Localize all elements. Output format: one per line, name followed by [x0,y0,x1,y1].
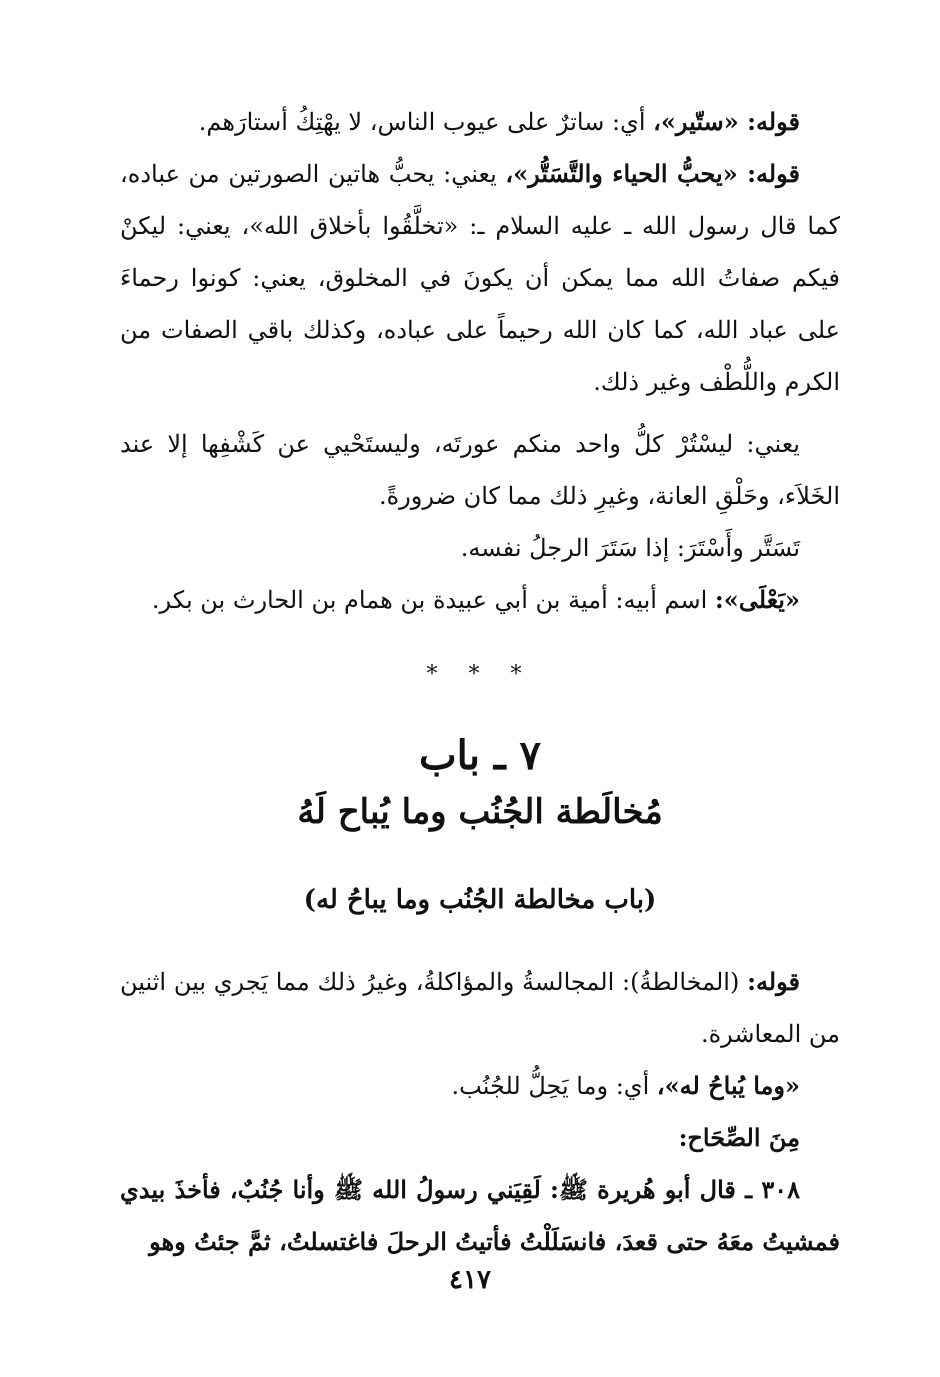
paragraph-text: اسم أبيه: أمية بن أبي عبيدة بن همام بن الحارث بن بكر. [151,586,715,614]
paragraph-text: أي: ساترٌ على عيوب الناس، لا يهْتِكُ أستارَهم. [198,108,654,136]
chapter-number: ٧ ـ باب [418,732,542,779]
lead-term: «يَعْلَى»: [714,585,800,614]
section-heading: (باب مخالطة الجُنُب وما يباحُ له) [303,885,657,915]
section-separator: * * * [426,662,534,687]
paragraph-text: أي: وما يَحِلُّ للجُنُب. [451,1072,657,1100]
paragraph-text: يعني: يحبُّ هاتين الصورتين من عباده، كما قال رسول الله ـ عليه السلام ـ: «تخلَّقُوا بأخلاق الله»، يعني: ليكنْ فيكم صفاتُ الله مما يمكن أن يكونَ في المخلوق، يعني: كونوا رحماءَ على عباد الله، كما كان الله رحيماً على عباده، وكذلك باقي الصفات من الكرم واللُّطْف وغير ذلك. [120,160,840,396]
paragraph-sattir [120,96,840,148]
paragraph-tasattur: تَسَتَّر وأَسْتَرَ: إذا سَتَرَ الرجلُ نفسه. [460,534,800,562]
lead-term: قوله: «يحبُّ الحياء والتَّسَتُّر»، [505,159,800,188]
chapter-title: مُخالَطة الجُنُب وما يُباح لَهُ [297,792,663,832]
lead-term: قوله: «ستّير»، [653,107,800,136]
lead-term: «وما يُباحُ له»، [656,1071,800,1100]
hadith-308: ٣٠٨ ـ قال أبو هُريرة ﷺ: لَقِيَني رسولُ الله ﷺ وأنا جُنُبٌ، فأخذَ بيدي فمشيتُ معَهُ حتى قعدَ، فانسَلَلْتُ فأتيتُ الرحلَ فاغتسلتُ، ثمَّ جئتُ وهو [120,1175,840,1256]
lead-term: قوله: [747,967,800,996]
paragraph-text: (المخالطةُ): المجالسةُ والمؤاكلةُ، وغيرُ ذلك مما يَجري بين اثنين من المعاشرة. [120,968,840,1048]
paragraph-mukhalata [120,956,840,1060]
paragraph-awra: يعني: ليسْتُرْ كلُّ واحد منكم عورتَه، وليستَحْيي عن كَشْفِها إلا عند الخَلاَء، وحَلْقِ العانة، وغيرِ ذلك مما كان ضرورةً. [120,430,840,510]
paragraph-yala [120,574,840,626]
paragraph-haya [120,148,840,408]
page-number: ٤١٧ [449,1265,491,1295]
paragraph-yubah [120,1060,840,1112]
sihah-label: مِنَ الصِّحَاح: [678,1123,800,1152]
page-body [120,96,840,1268]
sihah-heading [120,1112,840,1164]
